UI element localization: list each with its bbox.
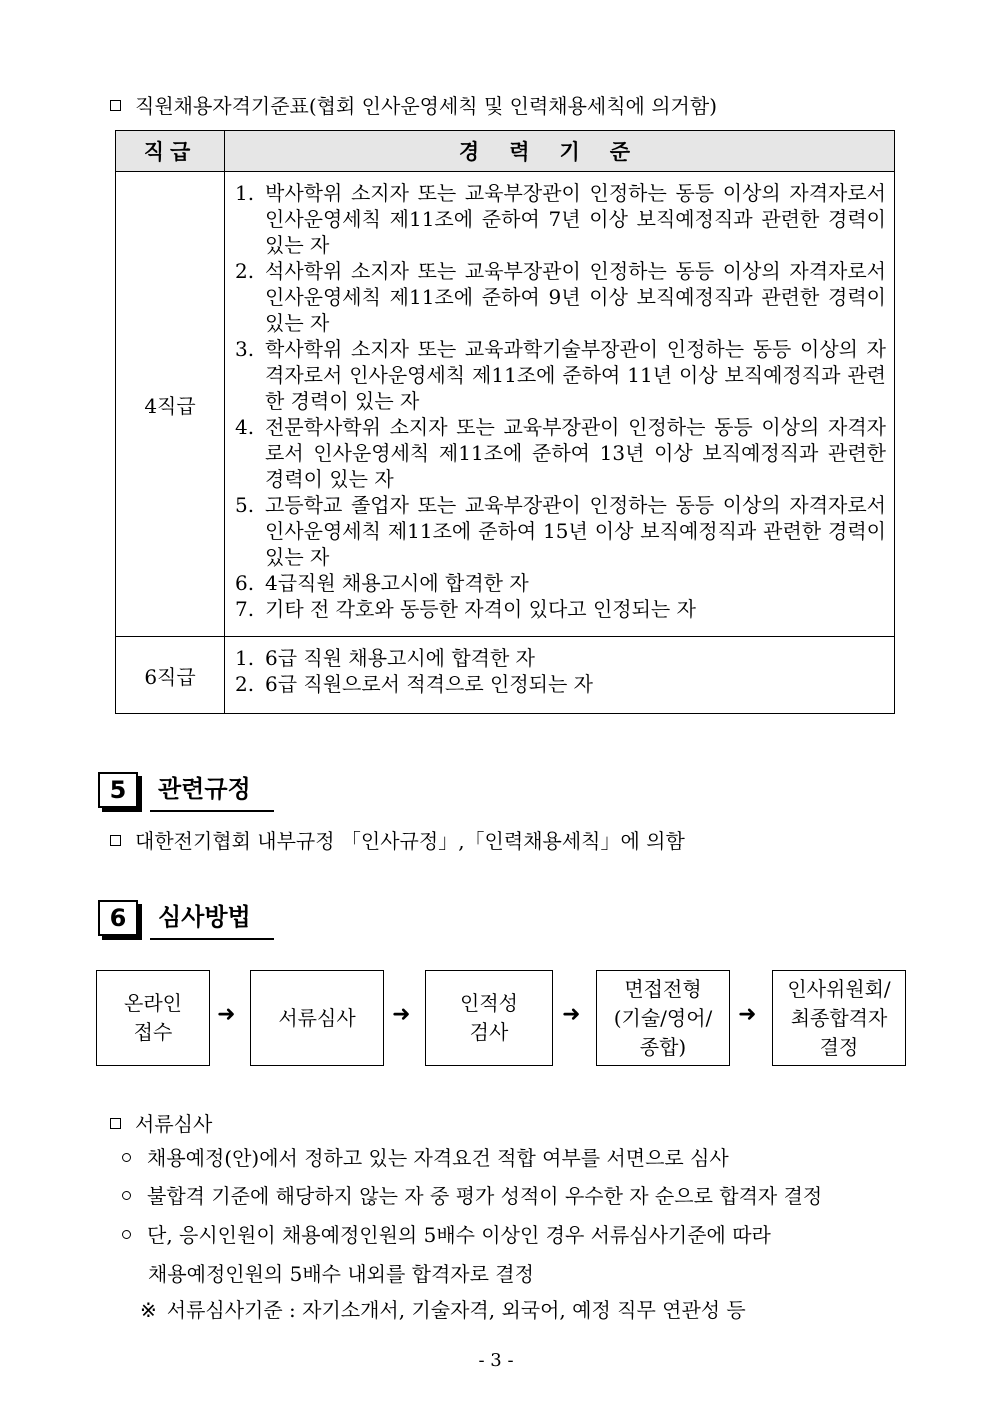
arrow-right-icon: ➜ xyxy=(217,1002,236,1027)
list-item: 1. 6급 직원 채용고시에 합격한 자 xyxy=(235,646,535,670)
flow-step-aptitude-test: 인적성 검사 xyxy=(425,970,553,1066)
grade-cell: 6직급 xyxy=(116,637,225,714)
header-criteria: 경력기준 xyxy=(225,131,895,172)
table-row xyxy=(116,637,895,714)
square-bullet-icon xyxy=(110,835,121,846)
list-item: 3. 학사학위 소지자 또는 교육과학기술부장관이 인정하는 동등 이상의 자격자로서 인사운영세칙 제11조에 준하여 11년 이상 보직예정직과 관련한 경력이 있는 자 xyxy=(235,337,886,413)
flow-step-final-decision: 인사위원회/ 최종합격자 결정 xyxy=(772,970,906,1066)
list-item: 불합격 기준에 해당하지 않는 자 중 평가 성적이 우수한 자 순으로 합격자 결정 xyxy=(122,1180,822,1209)
qualification-table xyxy=(115,130,895,714)
criteria-cell xyxy=(225,637,895,714)
header-grade: 직급 xyxy=(116,131,225,172)
list-item-continuation: 채용예정인원의 5배수 내외를 합격자로 결정 xyxy=(148,1262,534,1286)
table-header-row xyxy=(116,131,895,172)
circle-bullet-icon xyxy=(122,1191,131,1200)
list-item: 7. 기타 전 각호와 동등한 자격이 있다고 인정되는 자 xyxy=(235,597,696,621)
list-item: 1. 박사학위 소지자 또는 교육부장관이 인정하는 동등 이상의 자격자로서 인사운영세칙 제11조에 준하여 7년 이상 보직예정직과 관련한 경력이 있는 자 xyxy=(235,181,886,257)
circle-bullet-icon xyxy=(122,1153,131,1162)
list-item: 채용예정(안)에서 정하고 있는 자격요건 적합 여부를 서면으로 심사 xyxy=(122,1142,729,1171)
section-5-text: 대한전기협회 내부규정 「인사규정」,「인력채용세칙」에 의함 xyxy=(110,825,685,854)
flow-step-online-application: 온라인 접수 xyxy=(96,970,210,1066)
sub-title-document-review: 서류심사 xyxy=(110,1108,212,1137)
list-item: 4. 전문학사학위 소지자 또는 교육부장관이 인정하는 동등 이상의 자격자로서 인사운영세칙 제11조에 준하여 13년 이상 보직예정직과 관련한 경력이 있는 자 xyxy=(235,415,886,491)
list-item: 단, 응시인원이 채용예정인원의 5배수 이상인 경우 서류심사기준에 따라 xyxy=(122,1219,771,1248)
section-title: 심사방법 xyxy=(158,903,251,931)
page-number: - 3 - xyxy=(478,1350,514,1371)
reference-mark-icon: ※ xyxy=(140,1298,157,1322)
arrow-right-icon: ➜ xyxy=(738,1002,757,1027)
review-criteria-note: ※ 서류심사기준 : 자기소개서, 기술자격, 외국어, 예정 직무 연관성 등 xyxy=(140,1298,746,1322)
flow-step-document-review: 서류심사 xyxy=(250,970,384,1066)
section-underline xyxy=(150,938,274,940)
list-item: 2. 6급 직원으로서 적격으로 인정되는 자 xyxy=(235,672,593,696)
section-title: 관련규정 xyxy=(158,775,251,803)
arrow-right-icon: ➜ xyxy=(392,1002,411,1027)
list-item: 6. 4급직원 채용고시에 합격한 자 xyxy=(235,571,529,595)
section-number-badge: 5 xyxy=(98,772,138,808)
square-bullet-icon xyxy=(110,100,121,111)
square-bullet-icon xyxy=(110,1118,121,1129)
list-item: 2. 석사학위 소지자 또는 교육부장관이 인정하는 동등 이상의 자격자로서 인사운영세칙 제11조에 준하여 9년 이상 보직예정직과 관련한 경력이 있는 자 xyxy=(235,259,886,335)
circle-bullet-icon xyxy=(122,1230,131,1239)
list-item: 5. 고등학교 졸업자 또는 교육부장관이 인정하는 동등 이상의 자격자로서 인사운영세칙 제11조에 준하여 15년 이상 보직예정직과 관련한 경력이 있는 자 xyxy=(235,493,886,569)
table-caption: 직원채용자격기준표(협회 인사운영세칙 및 인력채용세칙에 의거함) xyxy=(110,90,717,119)
section-underline xyxy=(150,810,274,812)
arrow-right-icon: ➜ xyxy=(562,1002,581,1027)
table-row xyxy=(116,172,895,637)
flow-step-interview: 면접전형 (기술/영어/ 종합) xyxy=(596,970,730,1066)
criteria-cell xyxy=(225,172,895,637)
section-number-badge: 6 xyxy=(98,900,138,936)
grade-cell: 4직급 xyxy=(116,172,225,637)
